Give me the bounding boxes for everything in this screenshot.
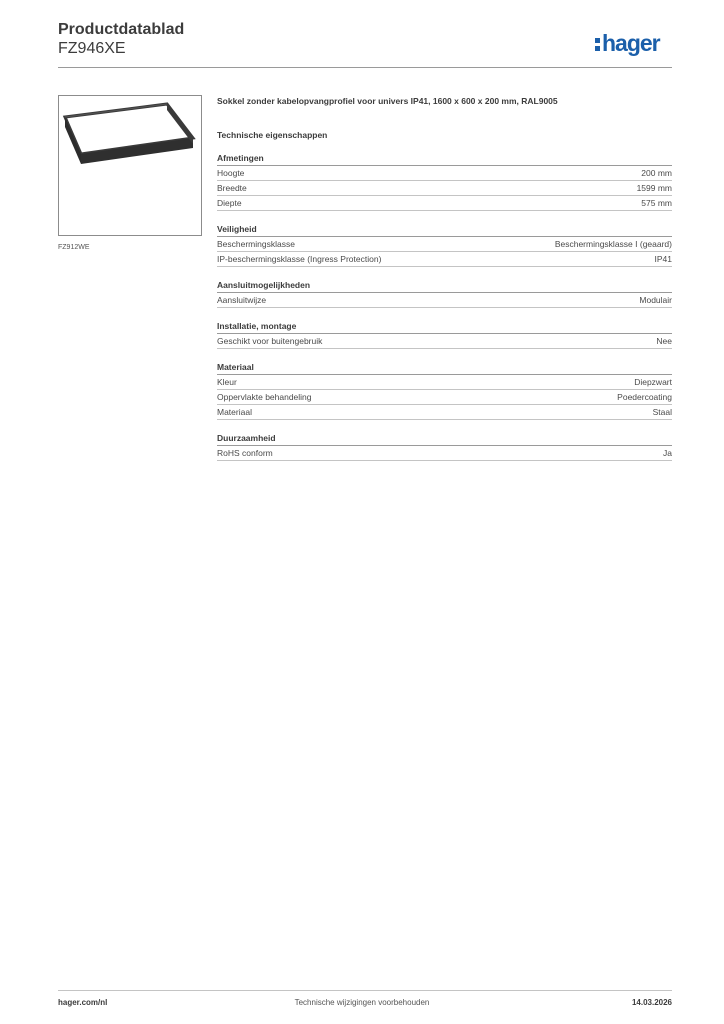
- spec-value: Modulair: [639, 295, 672, 305]
- spec-label: Oppervlakte behandeling: [217, 392, 312, 402]
- spec-group: [217, 279, 672, 308]
- product-image: [58, 95, 202, 236]
- spec-value: Staal: [652, 407, 672, 417]
- svg-text:hager: hager: [602, 30, 660, 56]
- spec-panel: [217, 95, 672, 473]
- product-description: Sokkel zonder kabelopvangprofiel voor univers IP41, 1600 x 600 x 200 mm, RAL9005: [217, 96, 558, 106]
- spec-row: [217, 375, 672, 390]
- spec-row: [217, 237, 672, 252]
- spec-value: Ja: [663, 448, 672, 458]
- spec-value: Poedercoating: [617, 392, 672, 402]
- spec-label: IP-beschermingsklasse (Ingress Protection): [217, 254, 382, 264]
- spec-row: [217, 252, 672, 267]
- header-divider: [58, 67, 672, 68]
- spec-value: 575 mm: [641, 198, 672, 208]
- spec-row: [217, 390, 672, 405]
- spec-row: [217, 405, 672, 420]
- spec-row: [217, 446, 672, 461]
- spec-group: [217, 320, 672, 349]
- spec-value: Nee: [656, 336, 672, 346]
- hager-logo: [594, 29, 674, 57]
- spec-row: [217, 181, 672, 196]
- spec-group-title: Veiligheid: [217, 223, 672, 237]
- spec-groups: [217, 152, 672, 461]
- spec-group: [217, 361, 672, 420]
- spec-value: Diepzwart: [634, 377, 672, 387]
- spec-group-title: Aansluitmogelijkheden: [217, 279, 672, 293]
- spec-label: Kleur: [217, 377, 237, 387]
- spec-group: [217, 152, 672, 211]
- footer-notice: Technische wijzigingen voorbehouden: [294, 998, 430, 1007]
- page-title: Productdatablad: [58, 21, 185, 38]
- spec-group-title: Duurzaamheid: [217, 432, 672, 446]
- footer-date: 14.03.2026: [631, 998, 672, 1007]
- spec-label: Hoogte: [217, 168, 245, 178]
- spec-label: Beschermingsklasse: [217, 239, 295, 249]
- spec-row: [217, 166, 672, 181]
- image-caption: FZ912WE: [58, 244, 90, 251]
- spec-label: Breedte: [217, 183, 247, 193]
- spec-value: 200 mm: [641, 168, 672, 178]
- spec-row: [217, 196, 672, 211]
- spec-label: RoHS conform: [217, 448, 273, 458]
- spec-value: IP41: [654, 254, 672, 264]
- spec-group-title: Installatie, montage: [217, 320, 672, 334]
- spec-label: Aansluitwijze: [217, 295, 267, 305]
- spec-label: Geschikt voor buitengebruik: [217, 336, 323, 346]
- spec-row: [217, 293, 672, 308]
- spec-group: [217, 432, 672, 461]
- spec-group: [217, 223, 672, 267]
- product-code: FZ946XE: [58, 40, 126, 57]
- spec-value: Beschermingsklasse I (geaard): [554, 239, 672, 249]
- spec-group-title: Materiaal: [217, 361, 672, 375]
- spec-label: Materiaal: [217, 407, 252, 417]
- plinth-frame-icon: [59, 96, 201, 235]
- section-heading: Technische eigenschappen: [217, 130, 328, 140]
- footer-divider: [58, 990, 672, 991]
- spec-group-title: Afmetingen: [217, 152, 672, 166]
- spec-value: 1599 mm: [636, 183, 672, 193]
- footer-website: hager.com/nl: [58, 998, 108, 1007]
- spec-row: [217, 334, 672, 349]
- spec-label: Diepte: [217, 198, 242, 208]
